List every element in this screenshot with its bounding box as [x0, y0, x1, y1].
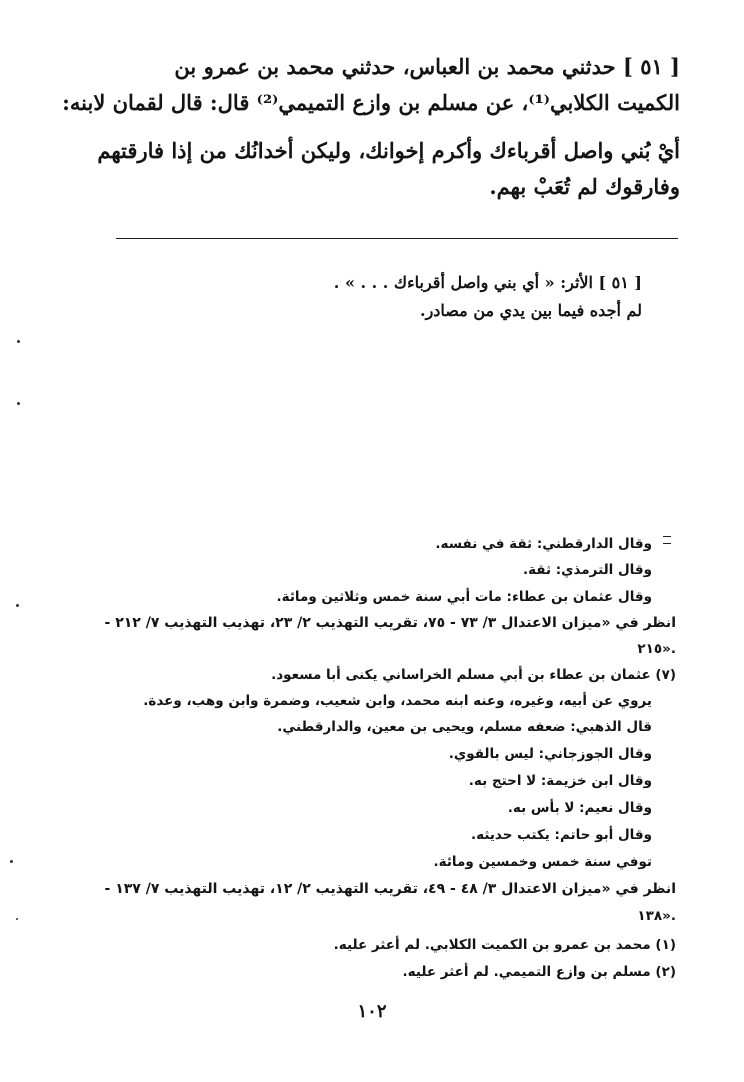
- footnote-line: وقال الجوزجاني: ليس بالقوي.: [448, 746, 652, 762]
- footnote-line: وقال الترمذي: ثقة.: [522, 562, 652, 578]
- scan-speck: [16, 604, 19, 607]
- footnote-line: (١) محمد بن عمرو بن الكميت الكلابي. لم أعثر عليه.: [333, 937, 676, 953]
- footnote-line: (٢) مسلم بن وازع التميمي. لم أعثر عليه.: [402, 964, 676, 980]
- footnote-line: وقال ابن خزيمة: لا احتج به.: [468, 773, 652, 789]
- footnote-line: انظر في «ميزان الاعتدال ٣/ ٧٣ - ٧٥، تقريب التهذيب ٢/ ٢٣، تهذيب التهذيب ٧/ ٢١٢ -: [104, 615, 676, 631]
- hadith-line-2: الكميت الكلابي⁽¹⁾، عن مسلم بن وازع التميمي⁽²⁾ قال: قال لقمان لابنه:: [62, 90, 680, 115]
- scan-speck: [10, 860, 13, 863]
- continuation-marker: [663, 536, 671, 544]
- scan-speck: [17, 402, 20, 405]
- footnote-line: انظر في «ميزان الاعتدال ٣/ ٤٨ - ٤٩، تقريب التهذيب ٢/ ١٢، تهذيب التهذيب ٧/ ١٣٧ -: [104, 881, 676, 897]
- hadith-line-4: وفارقوك لم تُعَبْ بهم.: [489, 174, 680, 199]
- page-number: ١٠٢: [357, 1001, 387, 1022]
- hadith-line-1: [ ٥١ ] حدثني محمد بن العباس، حدثني محمد بن عمرو بن: [174, 54, 680, 79]
- commentary-line-1: [ ٥١ ] الأثر: « أي بني واصل أقرباءك . . . » .: [333, 273, 642, 292]
- footnote-line: (٧) عثمان بن عطاء بن أبي مسلم الخراساني يكنى أبا مسعود.: [271, 667, 676, 683]
- section-divider: [116, 238, 678, 239]
- footnote-line: وقال نعيم: لا بأس به.: [507, 800, 652, 816]
- footnote-line: قال الذهبي: ضعفه مسلم، ويحيى بن معين، والدارقطني.: [277, 719, 652, 735]
- footnote-line: وقال عثمان بن عطاء: مات أبي سنة خمس وثلاثين ومائة.: [276, 589, 652, 605]
- footnote-line: ٢١٥».: [637, 641, 676, 657]
- footnote-line: يروي عن أبيه، وغيره، وعنه ابنه محمد، وابن شعيب، وضمرة وابن وهب، وعدة.: [143, 693, 652, 709]
- commentary-line-2: لم أجده فيما بين يدي من مصادر.: [420, 301, 642, 320]
- footnote-line: ١٣٨».: [637, 908, 676, 924]
- footnote-line: وقال أبو حاتم: يكتب حديثه.: [471, 827, 652, 843]
- hadith-line-3: أيْ بُني واصل أقرباءك وأكرم إخوانك، وليكن أخدانُك من إذا فارقتهم: [97, 138, 680, 163]
- footnote-line: توفي سنة خمس وخمسين ومائة.: [433, 854, 652, 870]
- footnote-line: وقال الدارقطني: ثقة في نفسه.: [435, 536, 652, 552]
- scan-speck: [17, 340, 20, 343]
- scan-speck: [16, 918, 18, 920]
